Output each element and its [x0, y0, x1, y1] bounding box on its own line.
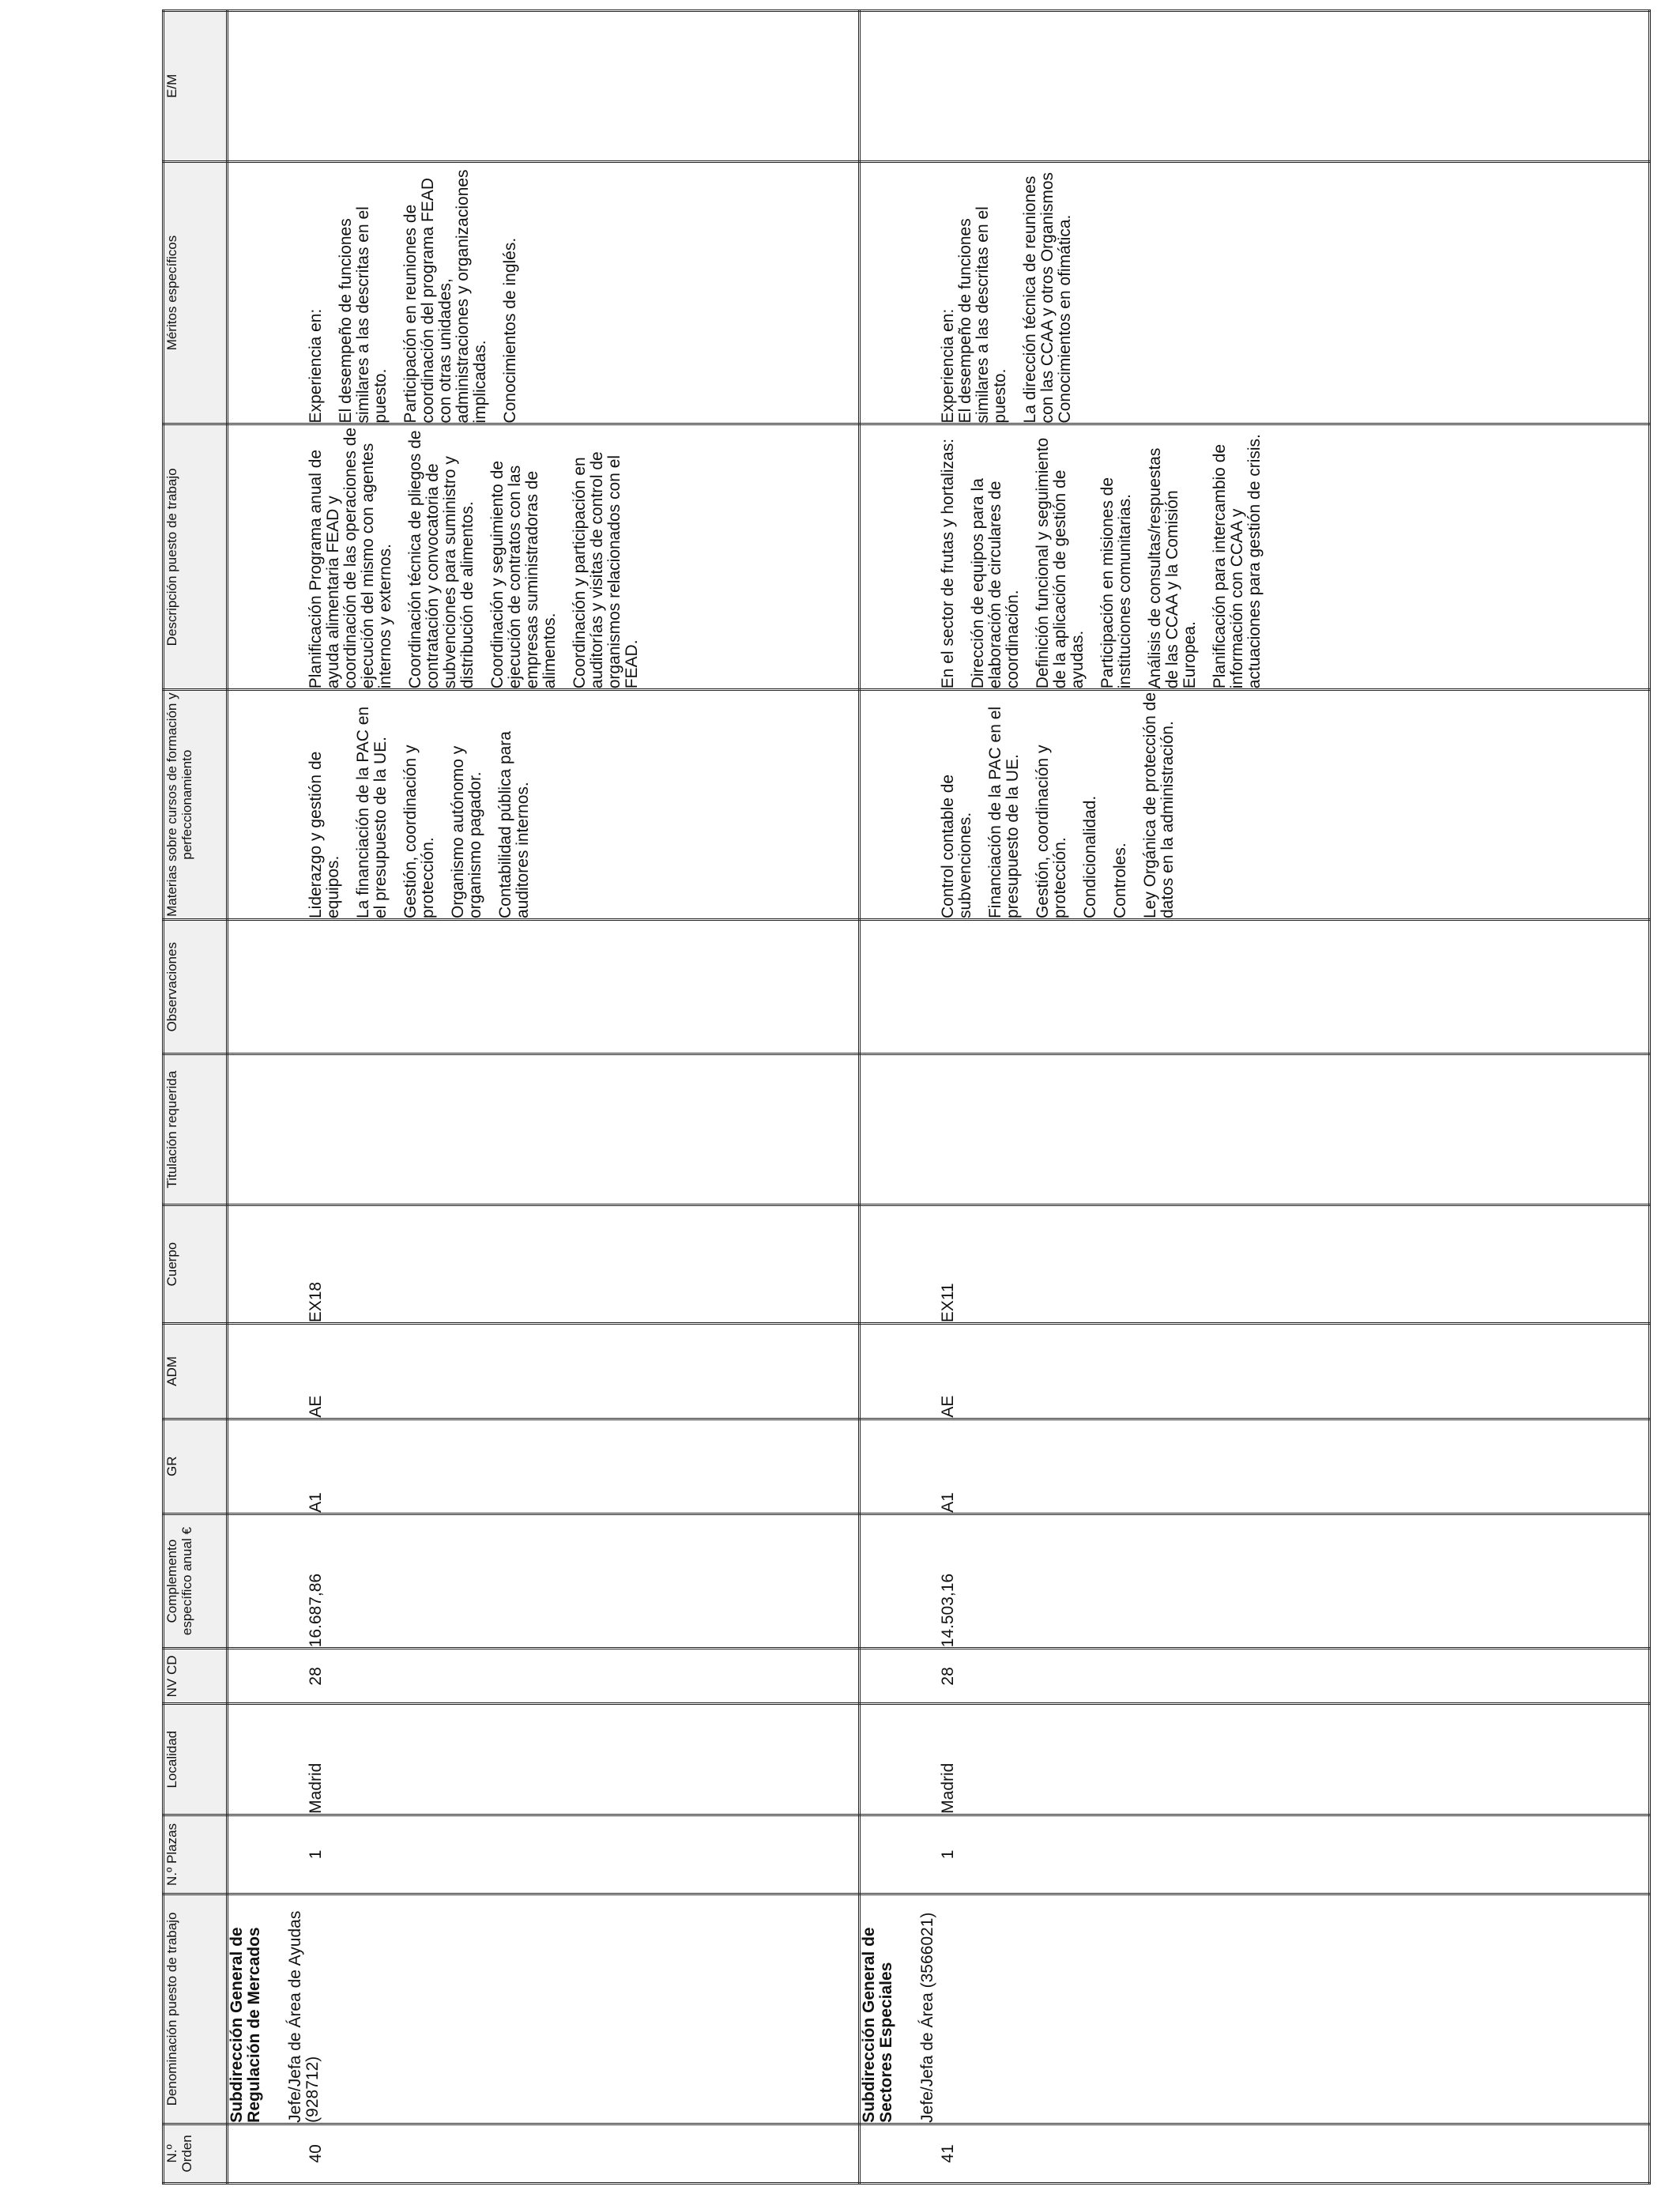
merito-item: Experiencia en:: [307, 308, 325, 424]
cell-descripcion: [860, 424, 1650, 690]
descripcion-item: Coordinación y seguimiento de ejecución de contratos con las empresas suministradoras de alimentos.: [488, 460, 559, 689]
orden-value: 40: [307, 2144, 325, 2163]
header-titulacion: Titulación requerida: [164, 1054, 228, 1204]
cell-adm: [228, 1324, 860, 1419]
cell-denominacion: [228, 1894, 860, 2124]
header-cuerpo: Cuerpo: [164, 1204, 228, 1323]
job-positions-table: [162, 9, 1651, 2185]
merito-item: El desempeño de funciones similares a las descritas en el puesto.: [337, 206, 390, 424]
header-adm: ADM: [164, 1324, 228, 1419]
localidad-value: Madrid: [307, 1762, 325, 1814]
orden-value: 41: [939, 2144, 957, 2163]
adm-value: AE: [939, 1395, 957, 1418]
header-complemento: Complemento específico anual €: [164, 1514, 228, 1648]
cuerpo-value: EX11: [939, 1283, 957, 1323]
nivel-value: 28: [939, 1667, 957, 1686]
cell-titulacion: [228, 1054, 860, 1204]
cell-grupo: [228, 1419, 860, 1514]
grupo-value: A1: [939, 1492, 957, 1513]
descripcion-item: En el sector de frutas y hortalizas:: [939, 438, 957, 689]
header-observaciones: Observaciones: [164, 920, 228, 1054]
materia-item: Ley Orgánica de protección de datos en la administración.: [1141, 692, 1177, 919]
cell-grupo: [860, 1419, 1650, 1514]
cell-plazas: [228, 1815, 860, 1894]
materia-item: Gestión, coordinación y protección.: [401, 745, 437, 919]
descripcion-item: Coordinación técnica de pliegos de contratación y convocatoria de subvenciones para suministro y distribución de alimentos.: [406, 430, 477, 689]
cell-meritos: [228, 161, 860, 424]
header-localidad: Localidad: [164, 1704, 228, 1815]
merito-item: Experiencia en:: [939, 308, 957, 424]
cell-complemento: [860, 1514, 1650, 1648]
materia-item: Financiación de la PAC en el presupuesto de la UE.: [986, 706, 1022, 919]
descripcion-item: Análisis de consultas/respuestas de las CCAA y la Comisión Europea.: [1146, 447, 1199, 689]
header-plazas: N.º Plazas: [164, 1815, 228, 1894]
merito-item: Conocimientos de inglés.: [501, 237, 519, 424]
merito-item: Conocimientos en ofimática.: [1056, 214, 1074, 424]
adm-value: AE: [307, 1395, 325, 1418]
cell-orden: [860, 2124, 1650, 2183]
merito-item: Participación en reuniones de coordinación del programa FEAD con otras unidades, administraciones y organizaciones implicadas.: [401, 169, 489, 424]
header-materias: Materias sobre cursos de formación y perfeccionamiento: [164, 690, 228, 920]
cell-meritos: [860, 161, 1650, 424]
cell-orden: [228, 2124, 860, 2183]
position-row: [228, 11, 860, 2184]
grupo-value: A1: [307, 1492, 325, 1513]
header-descripcion: Descripción puesto de trabajo: [164, 424, 228, 690]
cell-observaciones: [228, 920, 860, 1054]
cell-em: [228, 11, 860, 162]
merito-item: El desempeño de funciones similares a las descritas en el puesto.: [956, 206, 1009, 424]
cell-denominacion: [860, 1894, 1650, 2124]
cell-em: [860, 11, 1650, 162]
materia-item: Controles.: [1111, 843, 1129, 919]
complemento-value: 14.503,16: [939, 1573, 957, 1648]
plazas-value: 1: [939, 1849, 957, 1860]
descripcion-item: Planificación Programa anual de ayuda alimentaria FEAD y coordinación de las operaciones de ejecución del mismo con agentes internos y externos.: [307, 427, 394, 689]
header-meritos: Méritos específicos: [164, 161, 228, 424]
denominacion-value: Jefe/Jefa de Área (3566021): [918, 1912, 936, 2123]
materia-item: Gestión, coordinación y protección.: [1034, 745, 1069, 919]
materia-item: Organismo autónomo y organismo pagador.: [449, 745, 484, 919]
descripcion-item: Dirección de equipos para la elaboración de circulares de coordinación.: [969, 478, 1022, 689]
header-grupo: GR: [164, 1419, 228, 1514]
descripcion-item: Participación en misiones de instituciones comunitarias.: [1098, 477, 1134, 689]
section-title: Subdirección General de Regulación de Mercados: [228, 1927, 263, 2123]
header-nivel: NV CD: [164, 1649, 228, 1704]
materia-item: Control contable de subvenciones.: [939, 774, 974, 919]
cell-materias: [228, 690, 860, 920]
materia-item: Condicionalidad.: [1081, 795, 1099, 919]
plazas-value: 1: [307, 1849, 325, 1860]
header-denominacion: Denominación puesto de trabajo: [164, 1894, 228, 2124]
merito-item: La dirección técnica de reuniones con las CCAA y otros Organismos: [1021, 172, 1057, 424]
cell-titulacion: [860, 1054, 1650, 1204]
cell-adm: [860, 1324, 1650, 1419]
denominacion-value: Jefe/Jefa de Área de Ayudas (928712): [286, 1910, 322, 2123]
cell-descripcion: [228, 424, 860, 690]
position-row: [860, 11, 1650, 2184]
cell-localidad: [860, 1704, 1650, 1815]
header-em: E/M: [164, 11, 228, 162]
cell-nivel: [228, 1649, 860, 1704]
cell-cuerpo: [860, 1204, 1650, 1323]
cell-complemento: [228, 1514, 860, 1648]
section-title: Subdirección General de Sectores Especiales: [860, 1927, 895, 2123]
complemento-value: 16.687,86: [307, 1573, 325, 1648]
header-row: [164, 11, 228, 2184]
cell-observaciones: [860, 920, 1650, 1054]
cell-localidad: [228, 1704, 860, 1815]
cell-materias: [860, 690, 1650, 920]
descripcion-item: Planificación para intercambio de información con CCAA y actuaciones para gestión de crisis.: [1211, 434, 1264, 689]
cuerpo-value: EX18: [307, 1281, 325, 1323]
cell-nivel: [860, 1649, 1650, 1704]
descripcion-item: Coordinación y participación en auditorías y visitas de control de organismos relacionados con el FEAD.: [571, 451, 641, 689]
descripcion-item: Definición funcional y seguimiento de la aplicación de gestión de ayudas.: [1034, 437, 1087, 689]
cell-cuerpo: [228, 1204, 860, 1323]
materia-item: Liderazgo y gestión de equipos.: [307, 751, 342, 919]
localidad-value: Madrid: [939, 1762, 957, 1814]
cell-plazas: [860, 1815, 1650, 1894]
header-orden: N.º Orden: [164, 2124, 228, 2183]
materia-item: Contabilidad pública para auditores internos.: [496, 731, 532, 919]
materia-item: La financiación de la PAC en el presupuesto de la UE.: [354, 706, 390, 919]
nivel-value: 28: [307, 1667, 325, 1686]
